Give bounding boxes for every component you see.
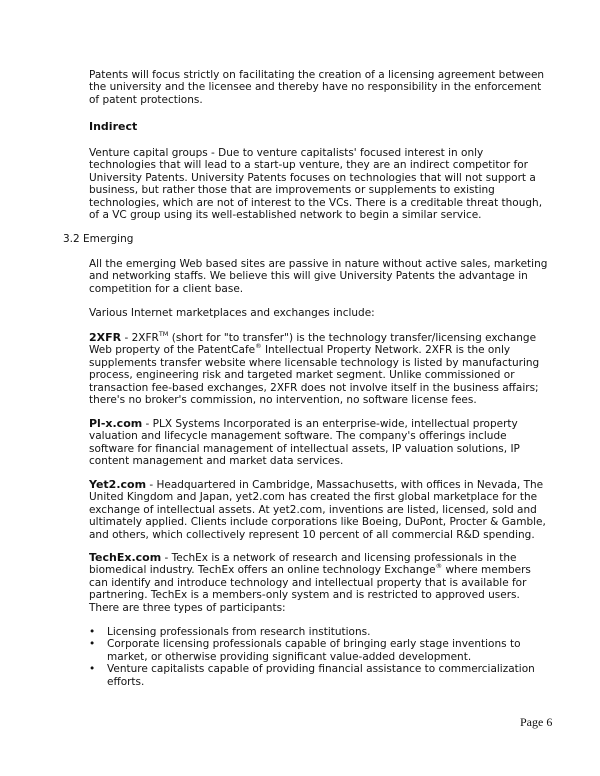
bullet-icon: • bbox=[89, 663, 96, 676]
entry-2xfr: 2XFR - 2XFR™ (short for "to transfer") is the technology transfer/licensing exchange Web property of the PatentCafe® Intellectual Property Network. 2XFR is the only supplements transfer website where licensable technology is listed by manufacturing process, engineering risk and targeted market segment. Unlike commissioned or transaction fee-based exchanges, 2XFR does not involve itself in the business affairs; there's no broker's commission, no intervention, no software license fees. bbox=[89, 329, 540, 407]
list-item: • Licensing professionals from research institutions. bbox=[89, 626, 371, 638]
entry-plx-name: Pl-x.com bbox=[89, 417, 143, 430]
entry-yet2-name: Yet2.com bbox=[89, 478, 147, 491]
page-number: Page 6 bbox=[520, 715, 553, 729]
participant-list bbox=[89, 626, 559, 688]
list-item: • Corporate licensing professionals capable of bringing early stage inventions to market, or otherwise providing significant value-added development. bbox=[89, 638, 521, 663]
entry-techex: TechEx.com - TechEx is a network of research and licensing professionals in the biomedical industry. TechEx offers an online technology Exchange® where members can identify and introduce technology and intellectual property that is available for partnering. TechEx is a members-only system and is restricted to approved users. There are three types of participants: bbox=[89, 551, 531, 614]
registered-mark: ® bbox=[255, 341, 262, 350]
bullet-icon: • bbox=[89, 638, 96, 651]
entry-2xfr-name: 2XFR bbox=[89, 331, 122, 344]
entry-plx: Pl-x.com - PLX Systems Incorporated is an enterprise-wide, intellectual property valuation and lifecycle management software. The company's offerings include software for financial management of intellectual assets, IP valuation solutions, IP content management and market data services. bbox=[89, 417, 520, 468]
entry-yet2: Yet2.com - Headquartered in Cambridge, Massachusetts, with offices in Nevada, The United Kingdom and Japan, yet2.com has created the first global marketplace for the exchange of intellectual assets. At yet2.com, inventions are listed, licensed, sold and ultimately applied. Clients include corporations like Boeing, DuPont, Procter & Gamble, and others, which collectively represent 10 percent of all commercial R&D spending. bbox=[89, 478, 546, 541]
marketplaces-intro: Various Internet marketplaces and exchanges include: bbox=[89, 307, 375, 319]
bullet-icon: • bbox=[89, 626, 96, 638]
emerging-heading: 3.2 Emerging bbox=[63, 233, 134, 245]
intro-paragraph: Patents will focus strictly on facilitating the creation of a licensing agreement between the university and the licensee and thereby have no responsibility in the enforcement of patent protections. bbox=[89, 69, 545, 106]
emerging-paragraph: All the emerging Web based sites are passive in nature without active sales, marketing and networking staffs. We believe this will give University Patents the advantage in competition for a client base. bbox=[89, 258, 548, 295]
trademark-mark: TM bbox=[158, 329, 169, 338]
list-item: • Venture capitalists capable of providing financial assistance to commercialization efforts. bbox=[89, 663, 535, 688]
indirect-paragraph: Venture capital groups - Due to venture capitalists' focused interest in only technologies that will lead to a start-up venture, they are an indirect competitor for University Patents. University Patents focuses on technologies that will not support a business, but rather those that are improvements or supplements to existing technologies, which are not of interest to the VCs. There is a creditable threat though, of a VC group using its well-established network to begin a similar service. bbox=[89, 147, 543, 222]
registered-mark: ® bbox=[435, 561, 443, 570]
entry-techex-name: TechEx.com bbox=[89, 551, 162, 564]
indirect-heading: Indirect bbox=[89, 120, 138, 133]
